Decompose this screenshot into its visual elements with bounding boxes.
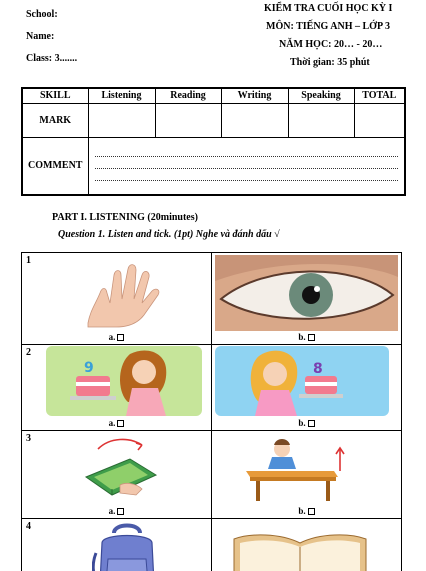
girl-with-cake-9-icon [46, 346, 202, 416]
name-label: Name: [26, 31, 55, 42]
option-a-label: a. [108, 506, 116, 516]
eye-icon [215, 255, 398, 331]
tick-box-a[interactable] [117, 334, 124, 341]
col-skill: SKILL [22, 88, 88, 103]
row2-option-b[interactable] [212, 345, 402, 431]
mark-label: MARK [22, 103, 88, 137]
col-total: TOTAL [354, 88, 405, 103]
girl-with-cake-8-icon [215, 346, 389, 416]
exam-year: NĂM HỌC: 20… - 20… [279, 39, 383, 50]
question-number: 1 [26, 255, 31, 266]
option-b-label: b. [298, 418, 306, 428]
exam-time: Thời gian: 35 phút [290, 57, 370, 68]
mark-reading-cell[interactable] [155, 103, 221, 137]
tick-box-a[interactable] [117, 508, 124, 515]
mark-total-cell[interactable] [354, 103, 405, 137]
question-number: 4 [26, 521, 31, 532]
tick-box-b[interactable] [308, 334, 315, 341]
exam-subject: MÔN: TIẾNG ANH – LỚP 3 [266, 21, 390, 32]
mark-speaking-cell[interactable] [288, 103, 354, 137]
school-label: School: [26, 9, 58, 20]
comment-cell[interactable] [88, 137, 405, 195]
score-table [21, 87, 406, 196]
question-number: 3 [26, 433, 31, 444]
svg-text:8: 8 [313, 361, 323, 377]
tick-box-a[interactable] [117, 420, 124, 427]
option-b-label: b. [298, 506, 306, 516]
close-book-icon [80, 437, 162, 497]
option-b-label: b. [298, 332, 306, 342]
school-bag-icon [92, 523, 162, 571]
tick-box-b[interactable] [308, 420, 315, 427]
exam-title: KIỂM TRA CUỐI HỌC KỲ I [264, 3, 393, 14]
open-book-icon [230, 529, 370, 571]
mark-listening-cell[interactable] [88, 103, 155, 137]
row1-option-b[interactable] [212, 253, 402, 345]
col-writing: Writing [221, 88, 288, 103]
row1-option-a[interactable] [22, 253, 212, 345]
option-a-label: a. [108, 418, 116, 428]
class-label: Class: 3....... [26, 53, 78, 64]
col-speaking: Speaking [288, 88, 354, 103]
tick-box-b[interactable] [308, 508, 315, 515]
comment-label: COMMENT [22, 137, 88, 195]
hand-icon [80, 263, 175, 329]
option-a-label: a. [108, 332, 116, 342]
row3-option-a[interactable] [22, 431, 212, 519]
svg-text:9: 9 [84, 360, 94, 376]
row2-option-a[interactable] [22, 345, 212, 431]
question-heading: Question 1. Listen and tick. (1pt) Nghe và đánh dấu √ [58, 229, 280, 240]
row4-option-b[interactable] [212, 519, 402, 571]
col-reading: Reading [155, 88, 221, 103]
stand-up-icon [240, 435, 352, 503]
col-listening: Listening [88, 88, 155, 103]
question-number: 2 [26, 347, 31, 358]
row3-option-b[interactable] [212, 431, 402, 519]
row4-option-a[interactable] [22, 519, 212, 571]
picture-grid [21, 252, 402, 571]
mark-writing-cell[interactable] [221, 103, 288, 137]
part-heading: PART I. LISTENING (20minutes) [52, 212, 198, 223]
